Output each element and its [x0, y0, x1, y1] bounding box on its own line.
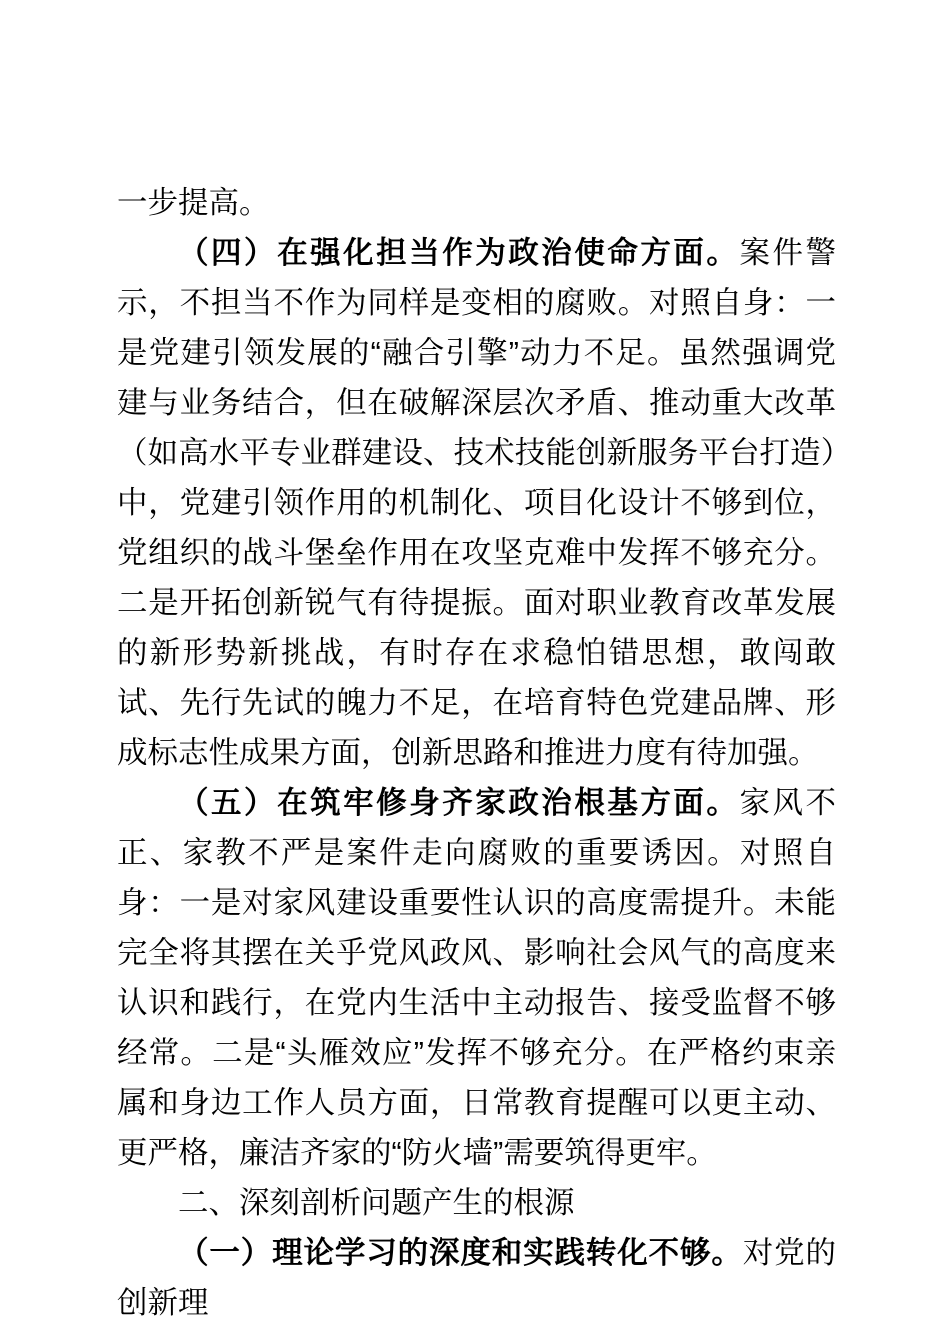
paragraph-text: 一步提高。: [117, 186, 270, 220]
paragraph-text: 案件警示，不担当不作为同样是变相的腐败。对照自身：一是党建引领发展的“融合引擎”动力不足。虽然强调党建与业务结合，但在破解深层次矛盾、推动重大改革（如高水平专业群建设、技术技能创新服务平台打造）中，党建引领作用的机制化、项目化设计不够到位，党组织的战斗堡垒作用在攻坚克难中发挥不够充分。二是开拓创新锐气有待提振。面对职业教育改革发展的新形势新挑战，有时存在求稳怕错思想，敢闯敢试、先行先试的魄力不足，在培育特色党建品牌、形成标志性成果方面，创新思路和推进力度有待加强。: [117, 236, 837, 770]
paragraph-section-four: [117, 228, 836, 778]
paragraph-cause-one: [117, 1228, 836, 1328]
section-heading-two-label: 二、深刻剖析问题产生的根源: [178, 1186, 575, 1220]
paragraph-section-five: [117, 778, 836, 1178]
paragraph-continuation: [117, 178, 836, 228]
paragraph-heading-two: [117, 1178, 836, 1228]
paragraph-text: 家风不正、家教不严是案件走向腐败的重要诱因。对照自身：一是对家风建设重要性认识的高度需提升。未能完全将其摆在关乎党风政风、影响社会风气的高度来认识和践行，在党内生活中主动报告、接受监督不够经常。二是“头雁效应”发挥不够充分。在严格约束亲属和身边工作人员方面，日常教育提醒可以更主动、更严格，廉洁齐家的“防火墙”需要筑得更牢。: [117, 786, 837, 1170]
section-heading-cause-one: （一）理论学习的深度和实践转化不够。: [178, 1236, 743, 1270]
section-heading-five: （五）在筑牢修身齐家政治根基方面。: [178, 786, 740, 820]
section-heading-four: （四）在强化担当作为政治使命方面。: [178, 236, 740, 270]
document-body: [117, 178, 836, 1328]
paragraph-text: 对党的创新理: [117, 1236, 836, 1320]
